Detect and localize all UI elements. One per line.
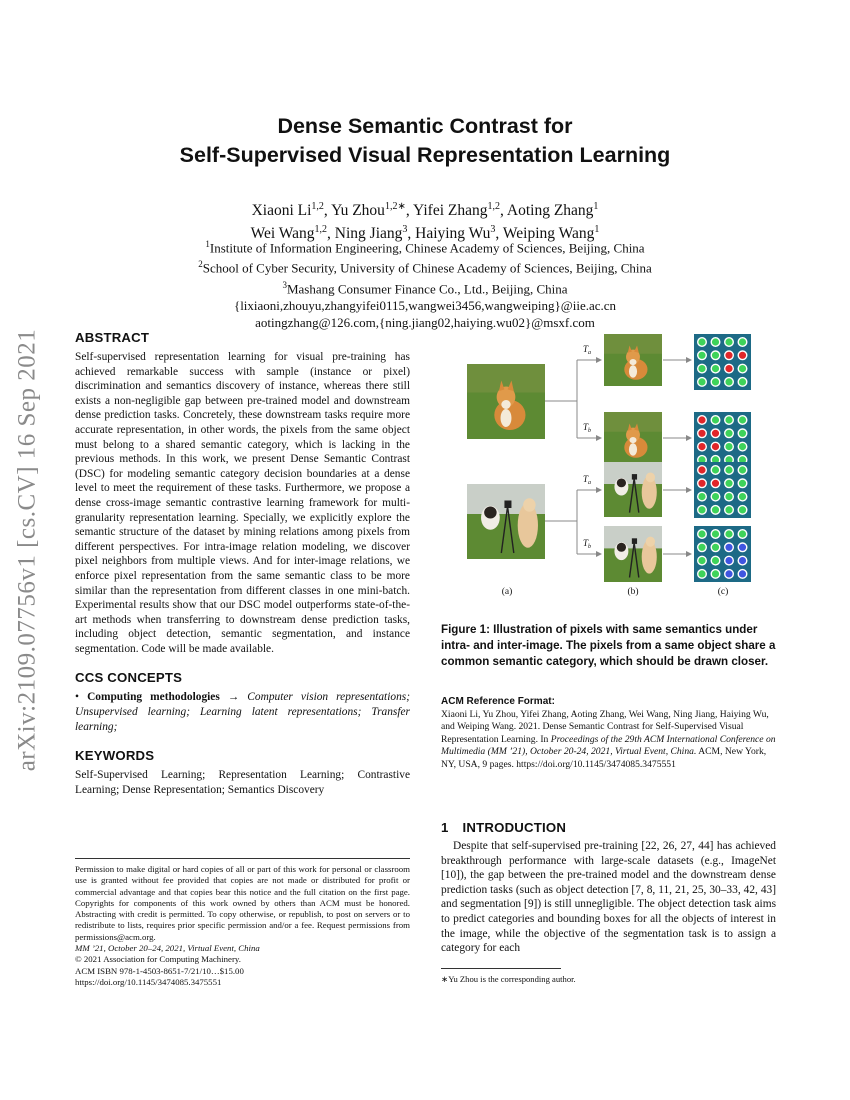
pixel-dot	[698, 479, 707, 488]
affiliation-sup: 1	[205, 239, 210, 249]
pixel-dot	[698, 466, 707, 475]
transform-label-2: $T_a$	[583, 474, 592, 486]
abstract-section	[75, 330, 410, 656]
pixel-dot	[725, 364, 734, 373]
doi-line: https://doi.org/10.1145/3474085.3475551	[75, 976, 222, 987]
introduction-text: Despite that self-supervised pre-training [22, 26, 27, 44] has achieved breakthrough performance with large-scale datasets (e.g., ImageNet [10]), the gap between the pre-trained model and the downstream dense prediction tasks (such as object detection [7, 8, 11, 21, 25, 30–33, 42, 43] and segmentation [9]) is still unnegligible. The object detection task aims to predict categories and bounding boxes for all the objects of interest in the image, while the objective of the segmentation task is to assign a category for each	[441, 840, 776, 955]
author-affil-sup: 3	[490, 224, 496, 236]
affiliation-sup: 3	[282, 279, 287, 290]
pixel-dot	[738, 351, 747, 360]
cat-head	[646, 537, 655, 547]
ccs-bullet: •	[75, 691, 79, 704]
ccs-section	[75, 670, 410, 734]
line1-author-3	[507, 202, 599, 219]
photo-b-cat-ta	[604, 462, 662, 517]
ccs-heading: CCS CONCEPTS	[75, 670, 183, 686]
pixel-dot	[738, 364, 747, 373]
pixel-dot	[725, 338, 734, 347]
panel-label-2: (c)	[717, 587, 729, 597]
title-line-2: Self-Supervised Visual Representation Learning	[179, 143, 671, 167]
pixel-dot	[698, 556, 707, 565]
pixel-dot	[698, 378, 707, 387]
pixel-dot	[738, 466, 747, 475]
panel-label-0: (a)	[501, 587, 513, 597]
pixel-dot	[738, 543, 747, 552]
affiliation-text: School of Cyber Security, University of Chinese Academy of Sciences, Beijing, China	[202, 260, 652, 276]
pixel-dot	[711, 556, 720, 565]
email-line-1: {lixiaoni,zhouyu,zhangyifei0115,wangwei3456,wangweiping}@iie.ac.cn	[233, 297, 617, 313]
transform-sub: b	[588, 544, 592, 550]
pixel-dot	[698, 416, 707, 425]
line1-author-0	[252, 202, 324, 219]
permission-text: Permission to make digital or hard copies of all or part of this work for personal or classroom use is granted without fee provided that copies are not made or distributed for profit or commercial advantage and that copies bear this notice and the full citation on the first page. Copyrights for components of this work owned by others than ACM must be honored. Abstracting with credit is permitted. To copy otherwise, or republish, to post on servers or to redistribute to lists, requires prior specific permission and/or a fee. Request permissions from permissions@acm.org.	[75, 864, 410, 942]
keywords-section	[75, 748, 410, 797]
pixel-dot	[725, 530, 734, 539]
acm-ref-part-1: Xiaoni Li, Yu Zhou, Yifei Zhang, Aoting Zhang, Wei Wang, Ning Jiang, Haiying Wu, and Weiping Wang. 2021. Dense Semantic Contrast for Self-Supervised Visual Representation Learning. In	[441, 709, 769, 745]
pixel-dot	[725, 351, 734, 360]
author-name: Weiping Wang	[502, 225, 595, 243]
transform-sub: a	[588, 350, 592, 356]
affiliation-sup: 2	[198, 259, 203, 270]
pixel-grid-2	[694, 462, 751, 518]
pixel-dot	[711, 466, 720, 475]
affiliation-text: Institute of Information Engineering, Chinese Academy of Sciences, Beijing, China	[209, 240, 645, 256]
pixel-dot	[725, 506, 734, 515]
dog-muzzle	[630, 359, 637, 365]
pixel-dot	[738, 570, 747, 579]
keywords-heading: KEYWORDS	[75, 748, 155, 764]
pixel-dot	[698, 492, 707, 501]
dog-muzzle	[630, 437, 637, 443]
permission-rule	[75, 858, 410, 859]
pixel-dot	[698, 543, 707, 552]
transform-label-0: $T_a$	[583, 344, 592, 356]
author-affil-sup: 1,2	[311, 201, 324, 212]
arxiv-watermark	[2, 290, 52, 810]
venue-line: MM ’21, October 20–24, 2021, Virtual Event, China	[75, 943, 260, 954]
introduction-section	[441, 820, 776, 956]
acm-ref-italic: Proceedings of the 29th ACM International Conference on Multimedia (MM ’21), October 20-24, 2021, Virtual Event, China.	[441, 733, 776, 758]
camera	[632, 474, 637, 480]
transform-sub: a	[588, 480, 592, 486]
author-name: Haiying Wu	[415, 225, 491, 243]
author-line-1: Xiaoni Li$^{1,2}$, Yu Zhou$^{1,2∗}$, Yifei Zhang$^{1,2}$, Aoting Zhang$^1$	[251, 201, 599, 220]
author-affil-sup: 1	[594, 224, 600, 236]
abstract-heading: ABSTRACT	[75, 330, 150, 345]
pixel-dot	[738, 556, 747, 565]
copyright-line: © 2021 Association for Computing Machinery.	[75, 954, 241, 965]
pixel-dot	[711, 364, 720, 373]
pixel-dot	[711, 479, 720, 488]
pixel-dot	[698, 506, 707, 515]
arrow-branch-top	[545, 360, 601, 438]
pixel-dot	[738, 378, 747, 387]
pixel-dot	[725, 416, 734, 425]
transform-sub: b	[588, 428, 592, 434]
affiliation-list	[60, 236, 790, 297]
affiliation-1	[60, 236, 790, 256]
pixel-dot	[711, 338, 720, 347]
grids-group	[694, 334, 751, 582]
acm-ref-part-2: ACM, New York, NY, USA, 9 pages. https://doi.org/10.1145/3474085.3475551	[441, 746, 767, 770]
affiliations	[60, 236, 790, 331]
dog-face	[617, 479, 626, 488]
panel-label-1: (b)	[627, 587, 639, 597]
cat-head	[646, 472, 655, 482]
photo-b-cat-tb	[604, 526, 662, 582]
figure-1-illustration	[441, 330, 776, 600]
pixel-dot	[711, 378, 720, 387]
acm-reference	[441, 696, 776, 771]
line1-author-2	[413, 202, 500, 219]
pixel-dot	[698, 338, 707, 347]
permission-block	[75, 858, 410, 988]
pixel-dot	[698, 530, 707, 539]
pixel-dot	[738, 492, 747, 501]
cat-head	[523, 498, 535, 512]
abstract-text: Self-supervised representation learning for visual pre-training has achieved remarkable success with sample (instance or pixel) discrimination and semantics discovery of instance, whereas there still exists a non-negligible gap between pre-trained model and downstream dense prediction tasks. Concretely, these downstream tasks require more accurate representation, in other words, the pixels from the same object must belong to a shared semantic category, which is lacking in the previous methods. In this work, we present Dense Semantic Contrast (DSC) for modeling semantic category decision boundaries at a dense level to meet the requirement of these tasks. Furthermore, we propose a dense cross-image semantic contrastive learning framework for multi-granularity representation learning. Specially, we explicitly explore the semantic structure of the dataset by mining relations among pixels from different perspectives. For intra-image relation modeling, we discover pixel neighbors from multiple views. And for inter-image relations, we enforce pixel representation from the same semantic class to be more similar than the representation from different classes in one mini-batch. Experimental results show that our DSC model outperforms state-of-the-art methods when transferring to downstream dense prediction tasks, including object detection, semantic segmentation, and instance segmentation. Code will be made available.	[75, 351, 410, 655]
paper-title	[60, 112, 790, 170]
author-name: Yifei Zhang	[413, 202, 488, 220]
transform-label-1: $T_b$	[583, 422, 592, 434]
author-affil-sup: 1,2∗	[384, 201, 406, 212]
photo-b-corgi-ta	[604, 334, 662, 386]
pixel-dot	[711, 351, 720, 360]
pixel-dot	[711, 530, 720, 539]
author-affil-sup: 3	[402, 224, 408, 236]
ccs-bold: Computing methodologies	[87, 691, 220, 704]
pixel-dot	[698, 429, 707, 438]
line1-author-1	[331, 202, 406, 219]
pixel-grid-0	[694, 334, 751, 390]
pixel-dot	[738, 530, 747, 539]
pixel-dot	[711, 442, 720, 451]
pixel-dot	[725, 492, 734, 501]
pixel-dot	[698, 351, 707, 360]
author-affil-sup: 1,2	[487, 201, 500, 212]
pixel-dot	[725, 466, 734, 475]
photos-group	[467, 334, 662, 582]
author-name: Xiaoni Li	[251, 202, 312, 220]
footnote: ∗Yu Zhou is the corresponding author.	[441, 974, 576, 984]
pixel-dot	[738, 429, 747, 438]
transform-label-3: $T_b$	[583, 538, 592, 550]
pixel-dot	[698, 364, 707, 373]
pixel-dot	[711, 492, 720, 501]
email-line-2: aotingzhang@126.com,{ning.jiang02,haiying.wu02}@msxf.com	[255, 314, 595, 330]
pixel-dot	[725, 556, 734, 565]
section-title: INTRODUCTION	[462, 820, 567, 835]
arxiv-id-text: arXiv:2109.07756v1 [cs.CV] 16 Sep 2021	[13, 328, 41, 772]
author-name: Ning Jiang	[334, 225, 403, 243]
affiliation-text: Mashang Consumer Finance Co., Ltd., Beijing, China	[286, 280, 568, 296]
author-name: Aoting Zhang	[506, 202, 594, 220]
pixel-dot	[738, 442, 747, 451]
pixel-dot	[738, 338, 747, 347]
pixel-dot	[725, 479, 734, 488]
pixel-dot	[711, 570, 720, 579]
pixel-dot	[698, 442, 707, 451]
title-line-1: Dense Semantic Contrast for	[277, 114, 573, 138]
figure-1	[441, 330, 776, 600]
introduction-heading	[441, 820, 776, 835]
pixel-grid-1	[694, 412, 751, 468]
acm-reference-heading: ACM Reference Format:	[441, 696, 555, 707]
acm-reference-text	[441, 709, 776, 771]
pixel-dot	[711, 543, 720, 552]
author-affil-sup: 1	[593, 201, 599, 212]
author-line-2: Wei Wang$^{1,2}$, Ning Jiang$^3$, Haiying Wu$^3$, Weiping Wang$^1$	[250, 224, 600, 243]
pixel-dot	[725, 442, 734, 451]
pixel-dot	[725, 429, 734, 438]
dog-chest	[629, 365, 637, 377]
pixel-dot	[738, 479, 747, 488]
keywords-text: Self-Supervised Learning; Representation Learning; Contrastive Learning; Dense Representation; Semantics Discovery	[75, 769, 410, 796]
pixel-dot	[725, 378, 734, 387]
pixel-dot	[698, 570, 707, 579]
affiliation-2	[60, 256, 790, 276]
photo-b-corgi-tb	[604, 412, 662, 464]
arrow-branch-bottom	[545, 490, 601, 554]
photo-a-cat-dog	[467, 484, 545, 559]
ccs-text	[75, 690, 410, 734]
pixel-dot	[725, 543, 734, 552]
figure-caption: Figure 1: Illustration of pixels with same semantics under intra- and inter-image. The pixels from a same object share a common semantic category, which should be drawn closer.	[441, 623, 776, 668]
dog-chest	[501, 409, 512, 427]
ccs-arrow: →	[219, 691, 248, 704]
camera	[504, 501, 511, 509]
author-name: Yu Zhou	[331, 202, 385, 220]
dog-face	[484, 507, 496, 519]
pixel-dot	[711, 416, 720, 425]
pixel-dot	[738, 416, 747, 425]
section-number: 1	[441, 820, 449, 835]
photo-a-corgi	[467, 364, 545, 439]
pixel-dot	[711, 506, 720, 515]
dog-muzzle	[501, 400, 510, 409]
isbn-line: ACM ISBN 978-1-4503-8651-7/21/10…$15.00	[75, 965, 244, 976]
footnote-rule	[441, 968, 561, 969]
author-name: Wei Wang	[250, 225, 315, 243]
dog-face	[617, 543, 626, 552]
pixel-grid-3	[694, 526, 751, 582]
camera	[632, 538, 637, 544]
left-column	[75, 330, 410, 811]
pixel-dot	[711, 429, 720, 438]
pixel-dot	[738, 506, 747, 515]
ccs-italic: Computer vision representations; Unsupervised learning; Learning latent representations; Transfer learning;	[75, 691, 410, 733]
author-affil-sup: 1,2	[314, 224, 328, 236]
affiliation-3	[60, 277, 790, 297]
dog-chest	[629, 443, 637, 455]
pixel-dot	[725, 570, 734, 579]
